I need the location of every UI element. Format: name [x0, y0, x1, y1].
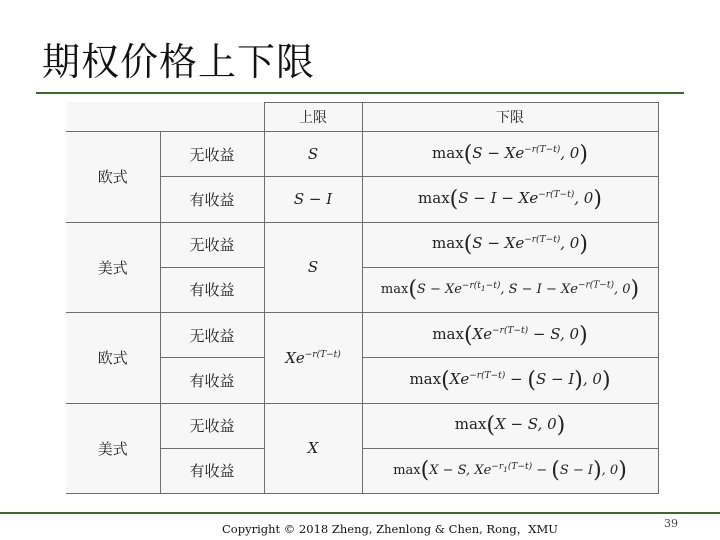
header-lower: 下限: [362, 103, 658, 132]
table-row: [66, 222, 658, 267]
income-cell: 有收益: [160, 358, 264, 403]
upper-bound-formula: S: [307, 145, 319, 164]
lower-bound-cell: [362, 403, 658, 448]
upper-bound-cell: [264, 313, 362, 404]
upper-bound-formula: S: [307, 258, 319, 277]
title-underline: [36, 92, 684, 94]
lower-bound-cell: [362, 132, 658, 177]
slide-title: 期权价格上下限: [42, 40, 316, 84]
lower-bound-formula: max(X − S, $Xe^{-r_1(T-t)} - (S - I)$, 0): [393, 458, 627, 484]
income-cell: 无收益: [160, 403, 264, 448]
upper-bound-formula: S − I: [293, 190, 333, 209]
income-cell: 无收益: [160, 132, 264, 177]
table-row: [66, 313, 658, 358]
copyright-text: Copyright © 2018 Zheng, Zhenlong & Chen, Rong，XMU: [222, 522, 558, 536]
lower-bound-formula: $\max(S - I - Xe^{-r(T-t)}$, 0): [418, 186, 602, 212]
upper-bound-formula: X: [307, 439, 319, 458]
option-type-cell: 欧式: [66, 132, 160, 223]
income-cell: 有收益: [160, 267, 264, 312]
page-number: 39: [664, 517, 678, 530]
lower-bound-cell: [362, 313, 658, 358]
table-header-row: [66, 103, 658, 132]
income-cell: 无收益: [160, 222, 264, 267]
table-row: [66, 403, 658, 448]
upper-bound-cell: [264, 403, 362, 494]
footer-rule: [0, 512, 720, 514]
lower-bound-formula: $\max(S - Xe^{-r(t_1-t)}$, $S - I - Xe^{-r(T-t)}$, 0): [380, 277, 640, 303]
lower-bound-cell: [362, 222, 658, 267]
header-empty: [66, 103, 264, 132]
option-type-cell: 美式: [66, 403, 160, 494]
lower-bound-cell: [362, 358, 658, 403]
lower-bound-formula: $\max(S - Xe^{-r(T-t)}$, 0): [432, 232, 588, 258]
option-type-cell: 美式: [66, 222, 160, 313]
table-row: [66, 132, 658, 177]
upper-bound-formula: $Xe^{-r(T-t)}$: [285, 348, 341, 367]
income-cell: 有收益: [160, 448, 264, 493]
lower-bound-cell: [362, 448, 658, 493]
header-upper: 上限: [264, 103, 362, 132]
lower-bound-formula: $\max(S - Xe^{-r(T-t)}$, 0): [432, 141, 588, 167]
lower-bound-formula: $\max(Xe^{-r(T-t)} - (S - I)$, 0): [409, 367, 611, 393]
upper-bound-cell: [264, 132, 362, 177]
income-cell: 无收益: [160, 313, 264, 358]
lower-bound-formula: $\max(Xe^{-r(T-t)} - S$, 0): [432, 322, 588, 348]
lower-bound-cell: [362, 267, 658, 312]
upper-bound-cell: [264, 222, 362, 313]
upper-bound-cell: [264, 177, 362, 222]
lower-bound-formula: max(X − S, 0): [454, 413, 566, 439]
income-cell: 有收益: [160, 177, 264, 222]
option-type-cell: 欧式: [66, 313, 160, 404]
lower-bound-cell: [362, 177, 658, 222]
option-bounds-table: [66, 102, 659, 494]
